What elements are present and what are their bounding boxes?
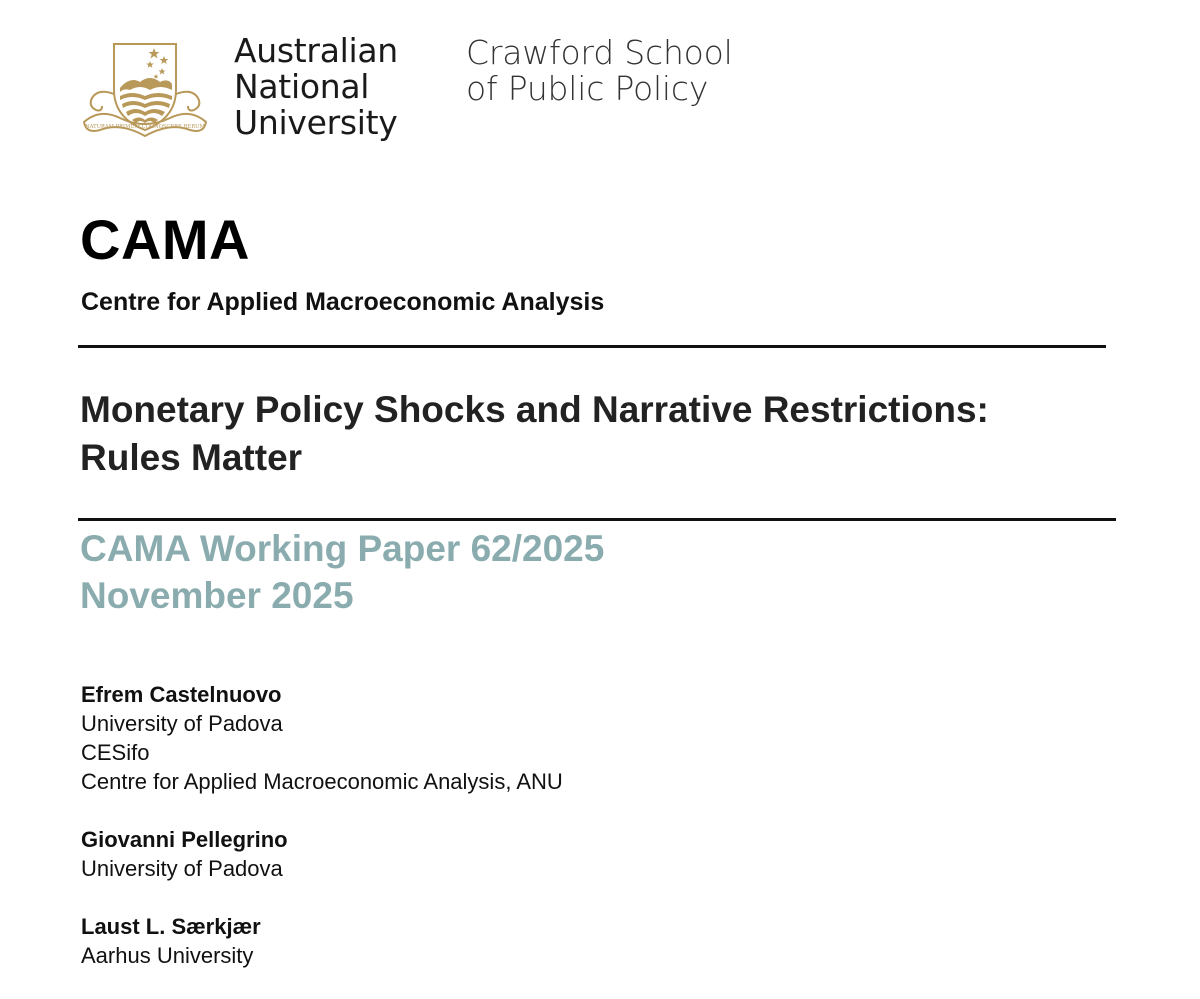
- crest-waves: [120, 78, 172, 123]
- southern-cross-stars: [146, 48, 168, 79]
- author-block: [81, 825, 563, 883]
- divider-bottom: [78, 518, 1116, 521]
- paper-title: [80, 386, 1140, 482]
- author-list: [81, 680, 563, 999]
- crest-motto: NATURAM PRIMUM COGNOSCERE RERUM: [85, 124, 205, 130]
- author-affiliation: University of Padova: [81, 711, 283, 736]
- divider-top: [78, 345, 1106, 348]
- author-block: [81, 680, 563, 796]
- anu-wordmark: [234, 33, 398, 141]
- anu-name-line-3: University: [234, 103, 398, 142]
- author-affiliation: CESifo: [81, 740, 150, 765]
- anu-name-line-2: National: [234, 67, 370, 106]
- crawford-name-line-2: of Public Policy: [466, 69, 709, 108]
- author-block: [81, 912, 563, 970]
- author-name: Efrem Castelnuovo: [81, 682, 282, 707]
- publication-date: November 2025: [80, 575, 354, 616]
- anu-crest-logo: [80, 38, 210, 144]
- author-affiliation: University of Padova: [81, 856, 283, 881]
- crawford-wordmark: [466, 35, 733, 107]
- paper-title-line-1: Monetary Policy Shocks and Narrative Restrictions:: [80, 389, 989, 430]
- crawford-name-line-1: Crawford School: [466, 33, 733, 72]
- centre-acronym: CAMA: [80, 208, 250, 271]
- author-name: Giovanni Pellegrino: [81, 827, 288, 852]
- author-name: Laust L. Særkjær: [81, 914, 261, 939]
- working-paper-number: CAMA Working Paper 62/2025: [80, 528, 605, 569]
- author-affiliation: Centre for Applied Macroeconomic Analysis, ANU: [81, 769, 563, 794]
- anu-name-line-1: Australian: [234, 31, 398, 70]
- working-paper-info: [80, 525, 604, 619]
- centre-full-name: Centre for Applied Macroeconomic Analysis: [81, 288, 605, 316]
- paper-title-line-2: Rules Matter: [80, 437, 303, 478]
- author-affiliation: Aarhus University: [81, 943, 254, 968]
